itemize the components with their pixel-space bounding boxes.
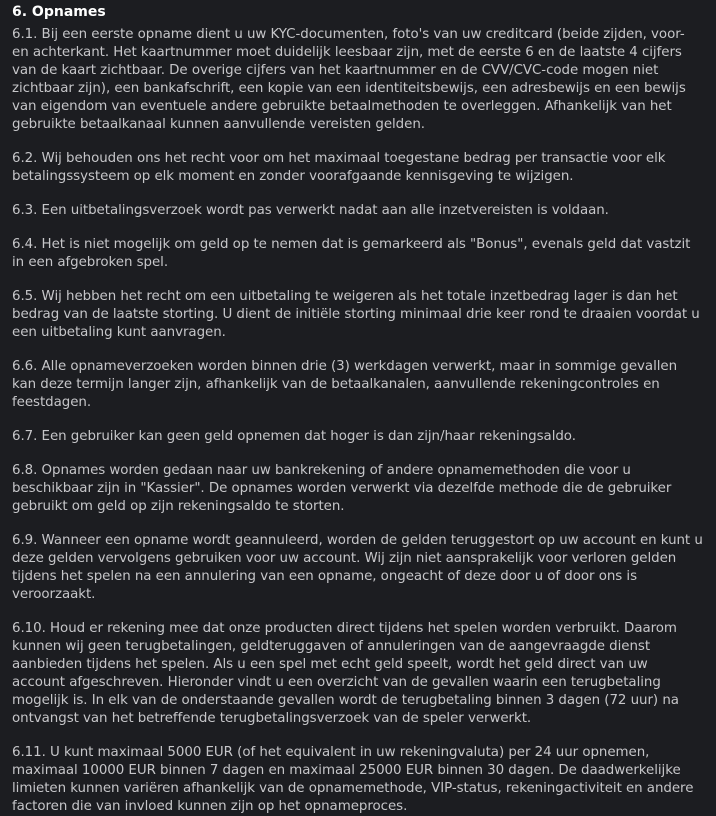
paragraph-6-4: 6.4. Het is niet mogelijk om geld op te nemen dat is gemarkeerd als "Bonus", evenals geld dat vastzit in een afgebroken spel. [12,237,691,270]
paragraph-6-8: 6.8. Opnames worden gedaan naar uw bankrekening of andere opnamemethoden die voor u beschikbaar zijn in "Kassier". De opnames worden verwerkt via dezelfde methode die de gebruiker gebruikt om geld op zijn rekeningsaldo te storten. [12,463,672,514]
paragraph-6-9: 6.9. Wanneer een opname wordt geannuleerd, worden de gelden teruggestort op uw account en kunt u deze gelden vervolgens gebruiken voor uw account. Wij zijn niet aansprakelijk voor verloren gelden tijdens het spelen na een annulering van een opname, ongeacht of deze door u of door ons is veroorzaakt. [12,533,703,602]
paragraph-6-1: 6.1. Bij een eerste opname dient u uw KYC-documenten, foto's van uw creditcard (beide zijden, voor- en achterkant. Het kaartnummer moet duidelijk leesbaar zijn, met de eerste 6 en de laatste 4 cijfers van de kaart zichtbaar. De overige cijfers van het kaartnummer en de CVV/CVC-code mogen niet zichtbaar zijn), een bankafschrift, een kopie van een identiteitsbewijs, een adresbewijs en een bewijs van eigendom van eventuele andere gebruikte betaalmethoden te overleggen. Afhankelijk van het gebruikte betaalkanaal kunnen aanvullende vereisten gelden. [12,27,686,132]
withdrawals-section [12,4,703,816]
paragraph-6-6: 6.6. Alle opnameverzoeken worden binnen drie (3) werkdagen verwerkt, maar in sommige gevallen kan deze termijn langer zijn, afhankelijk van de betaalkanalen, aanvullende rekeningcontroles en feestdagen. [12,359,678,410]
paragraph-6-3: 6.3. Een uitbetalingsverzoek wordt pas verwerkt nadat aan alle inzetvereisten is voldaan. [12,203,609,218]
paragraph-6-10: 6.10. Houd er rekening mee dat onze producten direct tijdens het spelen worden verbruikt. Daarom kunnen wij geen terugbetalingen, geldteruggaven of annuleringen van de aangevraagde dienst aanbieden tijdens het spelen. Als u een spel met echt geld speelt, wordt het geld direct van uw account afgeschreven. Hieronder vindt u een overzicht van de gevallen waarin een terugbetaling mogelijk is. In elk van de onderstaande gevallen wordt de terugbetaling binnen 3 dagen (72 uur) na ontvangst van het betreffende terugbetalingsverzoek van de speler verwerkt. [12,621,679,726]
section-title: 6. Opnames [12,4,106,20]
paragraph-6-11: 6.11. U kunt maximaal 5000 EUR (of het equivalent in uw rekeningvaluta) per 24 uur opnemen, maximaal 10000 EUR binnen 7 dagen en maximaal 25000 EUR binnen 30 dagen. De daadwerkelijke limieten kunnen variëren afhankelijk van de opnamemethode, VIP-status, rekeningactiviteit en andere factoren die van invloed kunnen zijn op het opnameproces. [12,745,694,814]
paragraph-6-5: 6.5. Wij hebben het recht om een uitbetaling te weigeren als het totale inzetbedrag lager is dan het bedrag van de laatste storting. U dient de initiële storting minimaal drie keer rond te draaien voordat u een uitbetaling kunt aanvragen. [12,289,700,340]
paragraph-6-2: 6.2. Wij behouden ons het recht voor om het maximaal toegestane bedrag per transactie voor elk betalingssysteem op elk moment en zonder voorafgaande kennisgeving te wijzigen. [12,151,666,184]
paragraph-6-7: 6.7. Een gebruiker kan geen geld opnemen dat hoger is dan zijn/haar rekeningsaldo. [12,429,576,444]
